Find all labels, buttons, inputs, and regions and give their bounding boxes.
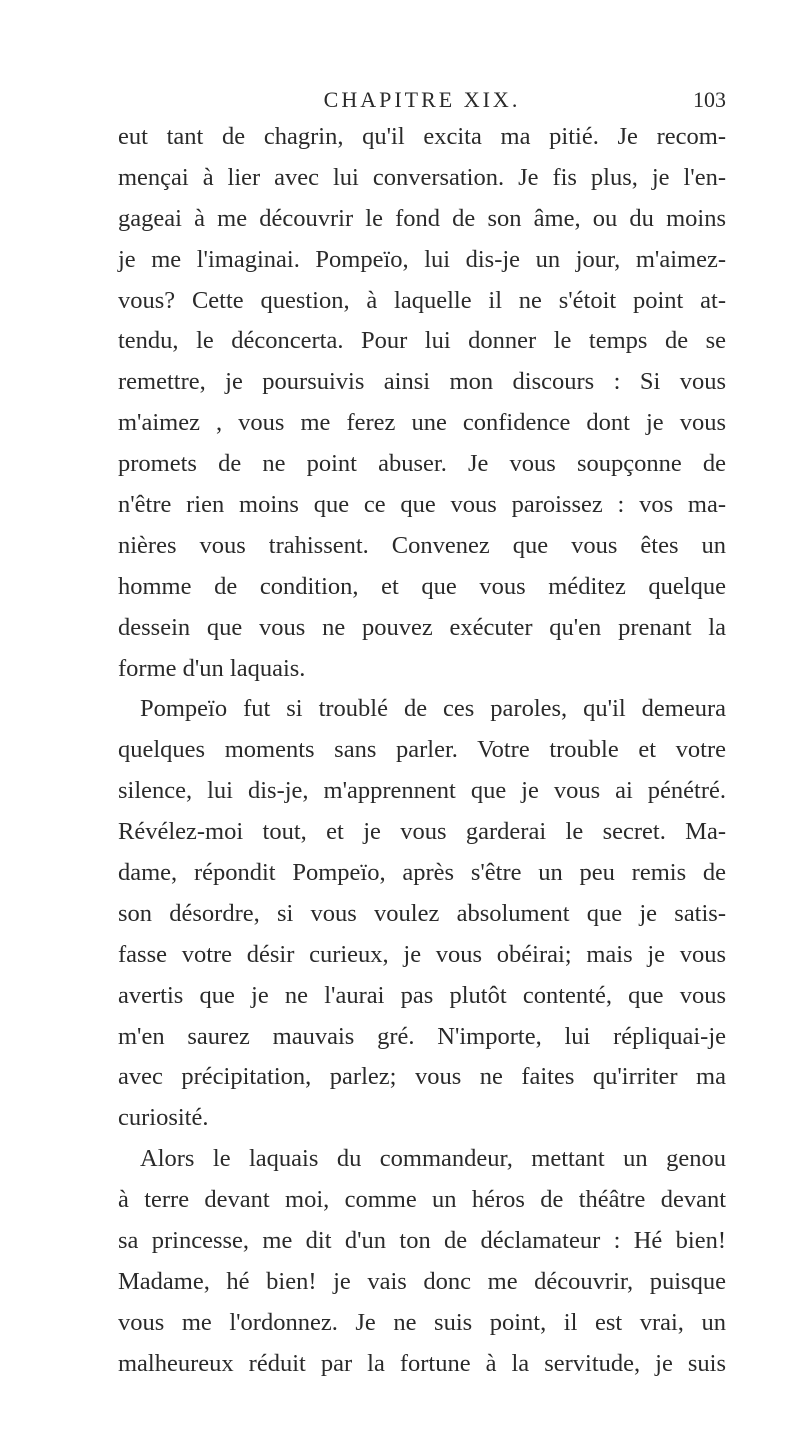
text-line: silence, lui dis-je, m'apprennent que je vous ai pénétré. <box>118 777 726 805</box>
text-line: vous? Cette question, à laquelle il ne s'étoit point at- <box>118 286 726 314</box>
page-number: 103 <box>693 87 726 112</box>
text-line: malheureux réduit par la fortune à la servitude, je suis <box>118 1349 726 1377</box>
text-line: Madame, hé bien! je vais donc me découvrir, puisque <box>118 1267 726 1295</box>
text-line: Pompeïo fut si troublé de ces paroles, qu'il demeura <box>140 695 726 723</box>
text-line: son désordre, si vous voulez absolument que je satis- <box>118 899 726 927</box>
chapter-title: CHAPITRE XIX. <box>323 87 521 112</box>
text-line: Alors le laquais du commandeur, mettant un genou <box>140 1145 726 1173</box>
text-line: forme d'un laquais. <box>118 654 306 682</box>
text-line: curiosité. <box>118 1104 209 1132</box>
text-line: fasse votre désir curieux, je vous obéirai; mais je vous <box>118 940 726 968</box>
text-line: avertis que je ne l'aurai pas plutôt contenté, que vous <box>118 981 726 1009</box>
text-line: homme de condition, et que vous méditez quelque <box>118 572 726 600</box>
text-line: nières vous trahissent. Convenez que vous êtes un <box>118 531 726 559</box>
text-line: avec précipitation, parlez; vous ne faites qu'irriter ma <box>118 1063 726 1091</box>
text-line: mençai à lier avec lui conversation. Je fis plus, je l'en- <box>118 163 726 191</box>
body-text <box>118 117 726 1385</box>
text-line: Révélez-moi tout, et je vous garderai le secret. Ma- <box>118 818 726 846</box>
text-line: tendu, le déconcerta. Pour lui donner le temps de se <box>118 327 726 355</box>
text-line: à terre devant moi, comme un héros de théâtre devant <box>118 1186 726 1214</box>
text-line: sa princesse, me dit d'un ton de déclamateur : Hé bien! <box>118 1227 726 1255</box>
text-line: promets de ne point abuser. Je vous soupçonne de <box>118 450 726 478</box>
text-line: n'être rien moins que ce que vous paroissez : vos ma- <box>118 491 726 519</box>
text-line: remettre, je poursuivis ainsi mon discours : Si vous <box>118 368 726 396</box>
text-line: je me l'imaginai. Pompeïo, lui dis-je un jour, m'aimez- <box>118 245 726 273</box>
text-line: m'aimez , vous me ferez une confidence dont je vous <box>118 409 726 437</box>
text-line: vous me l'ordonnez. Je ne suis point, il est vrai, un <box>118 1308 726 1336</box>
text-line: dessein que vous ne pouvez exécuter qu'en prenant la <box>118 613 726 641</box>
text-line: m'en saurez mauvais gré. N'importe, lui répliquai-je <box>118 1022 726 1050</box>
text-line: quelques moments sans parler. Votre trouble et votre <box>118 736 726 764</box>
running-head <box>118 80 726 120</box>
text-line: dame, répondit Pompeïo, après s'être un peu remis de <box>118 859 726 887</box>
text-line: eut tant de chagrin, qu'il excita ma pitié. Je recom- <box>118 123 726 150</box>
text-line: gageai à me découvrir le fond de son âme, ou du moins <box>118 204 726 232</box>
